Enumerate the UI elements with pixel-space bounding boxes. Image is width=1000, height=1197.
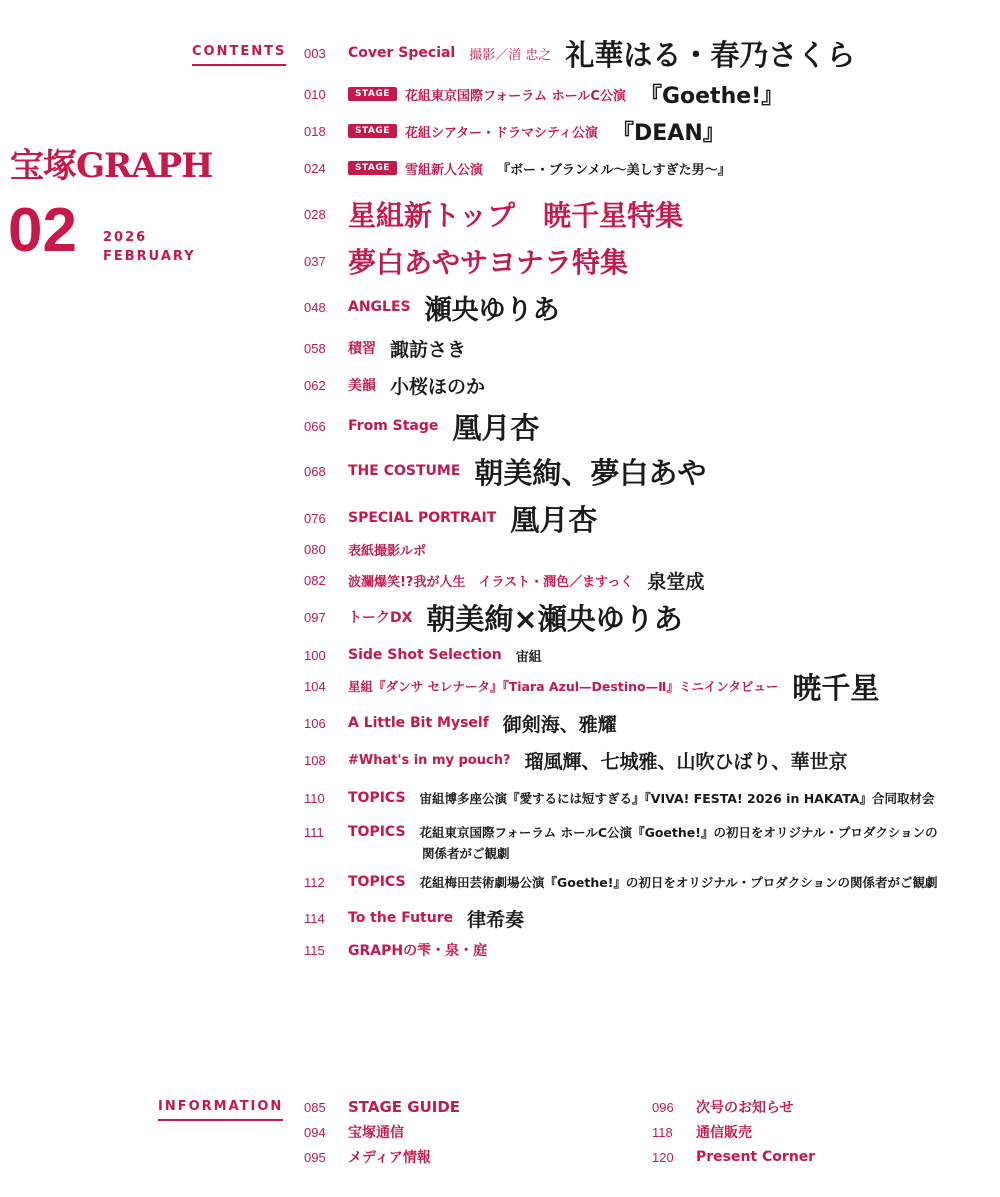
info-label: 次号のお知らせ xyxy=(696,1100,794,1116)
toc-label: To the Future xyxy=(348,910,454,926)
info-row[interactable] xyxy=(304,1096,474,1118)
toc-row[interactable] xyxy=(304,36,982,70)
page-number: 094 xyxy=(304,1124,326,1140)
toc-row[interactable] xyxy=(304,786,982,810)
toc-row[interactable] xyxy=(304,156,982,180)
toc-row[interactable] xyxy=(304,80,982,108)
issue-month: FEBRUARY xyxy=(103,249,196,264)
toc-label: SPECIAL PORTRAIT xyxy=(348,510,497,526)
toc-label: 星組『ダンサ セレナータ』『Tiara Azul—Destino—Ⅱ』ミニインタビュー xyxy=(348,679,779,694)
toc-label: 美韻 xyxy=(348,378,376,394)
toc-label: TOPICS xyxy=(348,874,406,890)
info-label: 通信販売 xyxy=(696,1125,752,1141)
stage-badge: STAGE xyxy=(348,124,397,138)
page-number: 118 xyxy=(652,1124,673,1140)
toc-label: 雪組新人公演 xyxy=(404,162,483,178)
toc-title: 『Goethe!』 xyxy=(639,83,784,109)
page-number: 028 xyxy=(304,206,326,222)
page-number: 010 xyxy=(304,86,326,102)
info-label: メディア情報 xyxy=(348,1150,431,1166)
info-row[interactable] xyxy=(304,1121,418,1143)
contents-label: CONTENTS xyxy=(192,44,286,66)
info-row[interactable] xyxy=(652,1146,829,1168)
toc-credit: 撮影／渞 忠之 xyxy=(469,47,552,63)
magazine-logo: 宝塚GRAPH xyxy=(10,146,213,186)
toc-title: 花組東京国際フォーラム ホールC公演『Goethe!』の初日をオリジナル・プロダクションの xyxy=(419,825,938,840)
toc-label: A Little Bit Myself xyxy=(348,715,489,731)
page-number: 111 xyxy=(304,824,324,840)
page-number: 082 xyxy=(304,572,326,588)
toc-title: 律希奏 xyxy=(467,908,525,931)
toc-label: TOPICS xyxy=(348,824,406,840)
info-row[interactable] xyxy=(652,1121,766,1143)
toc-title: 御剣海、雅耀 xyxy=(502,713,617,736)
toc-title: 凰月杏 xyxy=(452,410,540,445)
toc-row[interactable] xyxy=(304,904,982,932)
toc-row[interactable] xyxy=(304,939,982,961)
toc-label: トークDX xyxy=(348,610,413,626)
toc-row[interactable] xyxy=(304,538,982,560)
toc-feature-title: 星組新トップ 暁千星特集 xyxy=(348,199,684,232)
info-row[interactable] xyxy=(652,1096,808,1118)
page-number: 095 xyxy=(304,1149,326,1165)
toc-title: 宙組 xyxy=(515,649,542,665)
page-number: 018 xyxy=(304,123,326,139)
toc-title: 凰月杏 xyxy=(510,502,598,537)
toc-label: 表紙撮影ルポ xyxy=(348,543,427,559)
toc-title: 瑠風輝、七城雅、山吹ひばり、華世京 xyxy=(524,750,848,773)
page-number: 085 xyxy=(304,1099,326,1115)
info-row[interactable] xyxy=(304,1146,445,1168)
toc-row[interactable] xyxy=(304,499,982,537)
toc-row[interactable] xyxy=(304,566,982,594)
page-number: 097 xyxy=(304,609,326,625)
toc-title: 『ボー・ブランメル～美しすぎた男～』 xyxy=(496,162,731,178)
toc-label: #What's in my pouch? xyxy=(348,752,511,768)
page-number: 080 xyxy=(304,541,326,557)
toc-row[interactable] xyxy=(304,820,982,844)
toc-title: 泉堂成 xyxy=(647,570,705,593)
page-number: 062 xyxy=(304,377,326,393)
page-number: 110 xyxy=(304,790,325,806)
page-number: 066 xyxy=(304,418,326,434)
page-number: 114 xyxy=(304,910,325,926)
issue-number: 02 xyxy=(8,196,77,265)
toc-title: 諏訪さき xyxy=(390,338,467,361)
toc-label: THE COSTUME xyxy=(348,463,461,479)
page-number: 120 xyxy=(652,1149,674,1165)
page-number: 115 xyxy=(304,942,325,958)
toc-label: GRAPHの雫・泉・庭 xyxy=(348,943,488,959)
toc-label: TOPICS xyxy=(348,790,406,806)
toc-title: 『DEAN』 xyxy=(612,120,725,146)
toc-title: 小桜ほのか xyxy=(390,375,486,398)
toc-label: From Stage xyxy=(348,418,439,434)
page-number: 037 xyxy=(304,253,326,269)
page-number: 003 xyxy=(304,45,326,61)
toc-row[interactable] xyxy=(304,668,982,704)
toc-row[interactable] xyxy=(304,598,982,636)
page-number: 100 xyxy=(304,647,326,663)
toc-row[interactable] xyxy=(304,708,982,738)
page-number: 096 xyxy=(652,1099,674,1115)
toc-label: 波瀾爆笑!?我が人生 イラスト・潤色／ますっく xyxy=(348,574,634,590)
stage-badge: STAGE xyxy=(348,161,397,175)
toc-row[interactable] xyxy=(304,289,982,325)
toc-title: 朝美絢、夢白あや xyxy=(474,455,707,490)
toc-label: 積習 xyxy=(348,341,376,357)
toc-row[interactable] xyxy=(304,243,982,279)
toc-label: ANGLES xyxy=(348,299,411,315)
toc-label: Cover Special xyxy=(348,45,456,61)
page-number: 112 xyxy=(304,874,325,890)
toc-title: 花組梅田芸術劇場公演『Goethe!』の初日をオリジナル・プロダクションの関係者がご観劇 xyxy=(419,875,938,890)
info-label: STAGE GUIDE xyxy=(348,1098,461,1116)
page-number: 068 xyxy=(304,463,326,479)
toc-title: 瀬央ゆりあ xyxy=(424,294,560,326)
stage-badge: STAGE xyxy=(348,87,397,101)
page-number: 106 xyxy=(304,715,326,731)
toc-title: 暁千星 xyxy=(792,670,880,705)
toc-row[interactable] xyxy=(304,870,982,894)
toc-row[interactable] xyxy=(304,745,982,775)
page-number: 024 xyxy=(304,160,326,176)
toc-row[interactable] xyxy=(304,407,982,445)
info-label: Present Corner xyxy=(696,1149,816,1165)
toc-title: 礼華はる・春乃さくら xyxy=(565,37,856,72)
toc-row[interactable] xyxy=(304,196,982,232)
page-number: 104 xyxy=(304,678,326,694)
toc-label: 花組シアター・ドラマシティ公演 xyxy=(404,125,598,141)
page-number: 048 xyxy=(304,299,326,315)
page-number: 076 xyxy=(304,510,326,526)
toc-row[interactable] xyxy=(304,334,982,362)
toc-feature-title: 夢白あやサヨナラ特集 xyxy=(348,246,629,279)
toc-title-continued: 関係者がご観劇 xyxy=(422,846,510,861)
toc-row[interactable] xyxy=(304,644,982,666)
information-label: INFORMATION xyxy=(158,1099,283,1121)
toc-label: Side Shot Selection xyxy=(348,647,502,663)
toc-label: 花組東京国際フォーラム ホールC公演 xyxy=(404,88,626,104)
toc-row[interactable] xyxy=(304,452,982,490)
page-number: 058 xyxy=(304,340,326,356)
issue-year: 2026 xyxy=(103,230,148,245)
toc-row[interactable] xyxy=(304,117,982,145)
page-number: 108 xyxy=(304,752,326,768)
info-label: 宝塚通信 xyxy=(348,1125,404,1141)
toc-title: 宙組博多座公演『愛するには短すぎる』『VIVA! FESTA! 2026 in HAKATA』合同取材会 xyxy=(419,791,935,806)
toc-title: 朝美絢×瀬央ゆりあ xyxy=(426,601,683,636)
toc-row[interactable] xyxy=(304,371,982,399)
